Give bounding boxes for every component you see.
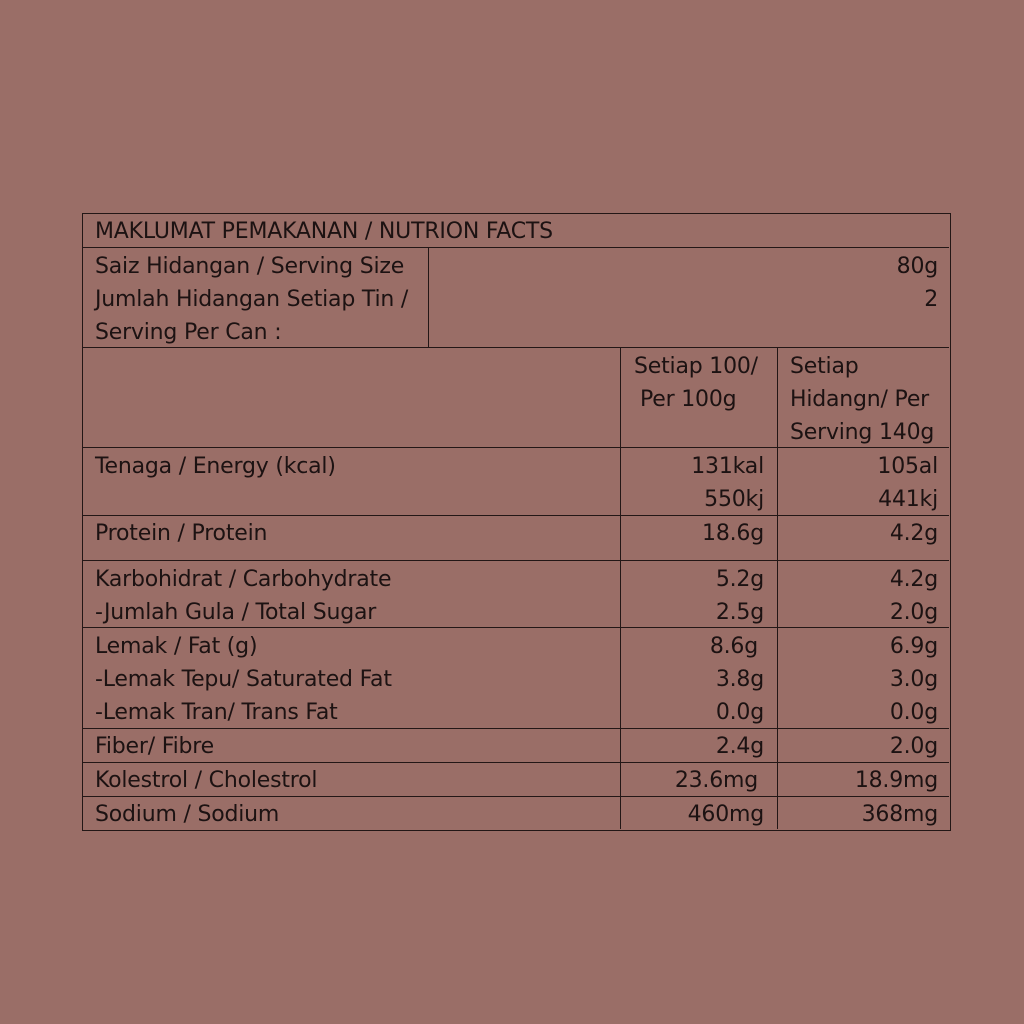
energy-serving-kj: 441kj <box>878 487 938 512</box>
column-header-per100-line1: Setiap 100/ <box>634 354 758 379</box>
energy-serving-kcal: 105al <box>877 454 938 479</box>
energy-per100-kcal: 131kal <box>691 454 764 479</box>
trans-fat-per100: 0.0g <box>715 700 764 725</box>
serving-per-can-label-line2: Serving Per Can : <box>95 320 282 345</box>
fibre-label: Fiber/ Fibre <box>95 734 214 759</box>
protein-label: Protein / Protein <box>95 521 268 546</box>
fibre-serving: 2.0g <box>889 734 938 759</box>
panel-title: MAKLUMAT PEMAKANAN / NUTRION FACTS <box>95 219 553 244</box>
sodium-label: Sodium / Sodium <box>95 802 280 827</box>
nutrition-facts-table <box>82 213 951 831</box>
sodium-serving: 368mg <box>861 802 938 827</box>
total-sugar-label: -Jumlah Gula / Total Sugar <box>95 600 377 625</box>
total-sugar-serving: 2.0g <box>889 600 938 625</box>
column-header-serving-line1: Setiap <box>790 354 859 379</box>
saturated-fat-serving: 3.0g <box>889 667 938 692</box>
serving-size-value: 80g <box>896 254 938 279</box>
carbohydrate-per100: 5.2g <box>715 567 764 592</box>
fat-per100: 8.6g <box>709 634 758 659</box>
trans-fat-label: -Lemak Tran/ Trans Fat <box>95 700 338 725</box>
saturated-fat-label: -Lemak Tepu/ Saturated Fat <box>95 667 392 692</box>
total-sugar-per100: 2.5g <box>715 600 764 625</box>
column-divider-values <box>777 347 778 829</box>
fibre-per100: 2.4g <box>715 734 764 759</box>
fat-serving: 6.9g <box>889 634 938 659</box>
column-header-per100-line2: Per 100g <box>640 387 737 412</box>
serving-size-label: Saiz Hidangan / Serving Size <box>95 254 405 279</box>
rule-after-protein <box>83 560 949 561</box>
column-divider-label <box>620 347 621 829</box>
saturated-fat-per100: 3.8g <box>715 667 764 692</box>
serving-per-can-label-line1: Jumlah Hidangan Setiap Tin / <box>95 287 409 312</box>
protein-serving: 4.2g <box>889 521 938 546</box>
serving-per-can-value: 2 <box>924 287 938 312</box>
fat-label: Lemak / Fat (g) <box>95 634 258 659</box>
energy-label: Tenaga / Energy (kcal) <box>95 454 336 479</box>
trans-fat-serving: 0.0g <box>889 700 938 725</box>
serving-divider <box>428 247 429 347</box>
cholesterol-serving: 18.9mg <box>854 768 938 793</box>
sodium-per100: 460mg <box>687 802 764 827</box>
energy-per100-kj: 550kj <box>704 487 764 512</box>
protein-per100: 18.6g <box>702 521 764 546</box>
column-header-serving-line3: Serving 140g <box>790 420 935 445</box>
carbohydrate-serving: 4.2g <box>889 567 938 592</box>
rule-after-energy <box>83 515 949 516</box>
cholesterol-per100: 23.6mg <box>674 768 758 793</box>
carbohydrate-label: Karbohidrat / Carbohydrate <box>95 567 392 592</box>
cholesterol-label: Kolestrol / Cholestrol <box>95 768 318 793</box>
column-header-serving-line2: Hidangn/ Per <box>790 387 930 412</box>
